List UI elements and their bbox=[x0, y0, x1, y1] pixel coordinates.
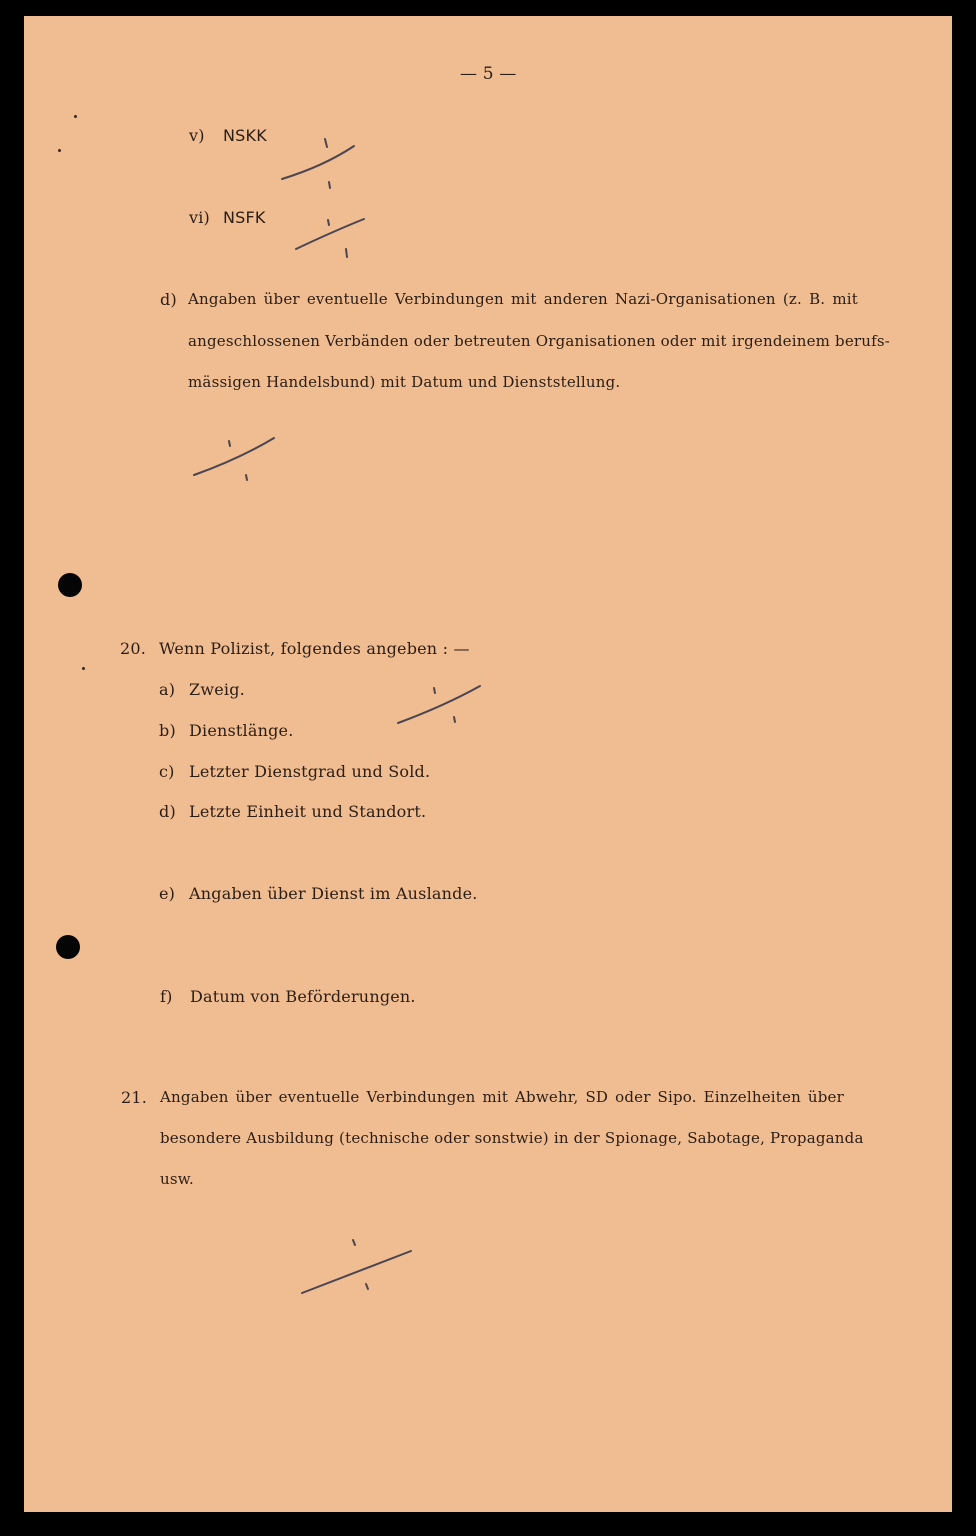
pencil-tick bbox=[346, 249, 347, 257]
q20-marker-e: e) bbox=[159, 884, 176, 903]
question-20-heading: Wenn Polizist, folgendes angeben : — bbox=[159, 639, 470, 658]
q20-label-a: Zweig. bbox=[189, 680, 245, 699]
pencil-tick bbox=[353, 1240, 355, 1245]
item-d-marker: d) bbox=[160, 290, 177, 309]
item-d-line-1: Angaben über eventuelle Verbindungen mit anderen Nazi-Organisationen (z. B. mit bbox=[188, 290, 858, 308]
question-21-line-3: usw. bbox=[160, 1170, 194, 1188]
question-21-line-2: besondere Ausbildung (technische oder sonstwie) in der Spionage, Sabotage, Propaganda bbox=[160, 1129, 864, 1147]
pencil-dash-nskk bbox=[282, 146, 354, 179]
item-label-nskk: NSKK bbox=[223, 126, 267, 145]
pencil-tick bbox=[325, 139, 327, 147]
pencil-tick bbox=[329, 182, 330, 188]
item-label-nsfk: NSFK bbox=[223, 208, 266, 227]
pencil-nil-marks bbox=[24, 16, 952, 1512]
pencil-tick bbox=[454, 717, 455, 722]
q20-label-b: Dienstlänge. bbox=[189, 721, 294, 740]
item-d-line-3: mässigen Handelsbund) mit Datum und Dienststellung. bbox=[188, 373, 621, 391]
q20-label-c: Letzter Dienstgrad und Sold. bbox=[189, 762, 431, 781]
pencil-tick bbox=[366, 1284, 368, 1289]
q20-marker-d: d) bbox=[159, 802, 176, 821]
item-marker-vi: vi) bbox=[189, 208, 210, 227]
q20-marker-f: f) bbox=[160, 987, 173, 1006]
pencil-tick bbox=[229, 441, 230, 446]
pencil-tick bbox=[246, 475, 247, 480]
pencil-dash-item-d bbox=[194, 438, 274, 475]
q20-label-e: Angaben über Dienst im Auslande. bbox=[189, 884, 478, 903]
item-d-line-2: angeschlossenen Verbänden oder betreuten Organisationen oder mit irgendeinem berufs- bbox=[188, 332, 891, 350]
pencil-dash-nsfk bbox=[296, 219, 364, 249]
page-number: — 5 — bbox=[460, 64, 517, 84]
q20-label-d: Letzte Einheit und Standort. bbox=[189, 802, 427, 821]
pencil-tick bbox=[434, 688, 435, 693]
pencil-tick bbox=[328, 220, 329, 225]
q20-marker-c: c) bbox=[159, 762, 175, 781]
pencil-dash-q20 bbox=[398, 686, 480, 723]
pencil-dash-q21 bbox=[302, 1251, 411, 1293]
document-page bbox=[24, 16, 952, 1512]
q20-marker-b: b) bbox=[159, 721, 176, 740]
question-21-number: 21. bbox=[121, 1088, 148, 1107]
question-20-number: 20. bbox=[120, 639, 147, 658]
q20-marker-a: a) bbox=[159, 680, 176, 699]
q20-label-f: Datum von Beförderungen. bbox=[190, 987, 416, 1006]
question-21-line-1: Angaben über eventuelle Verbindungen mit Abwehr, SD oder Sipo. Einzelheiten über bbox=[160, 1088, 844, 1106]
item-marker-v: v) bbox=[189, 126, 205, 145]
